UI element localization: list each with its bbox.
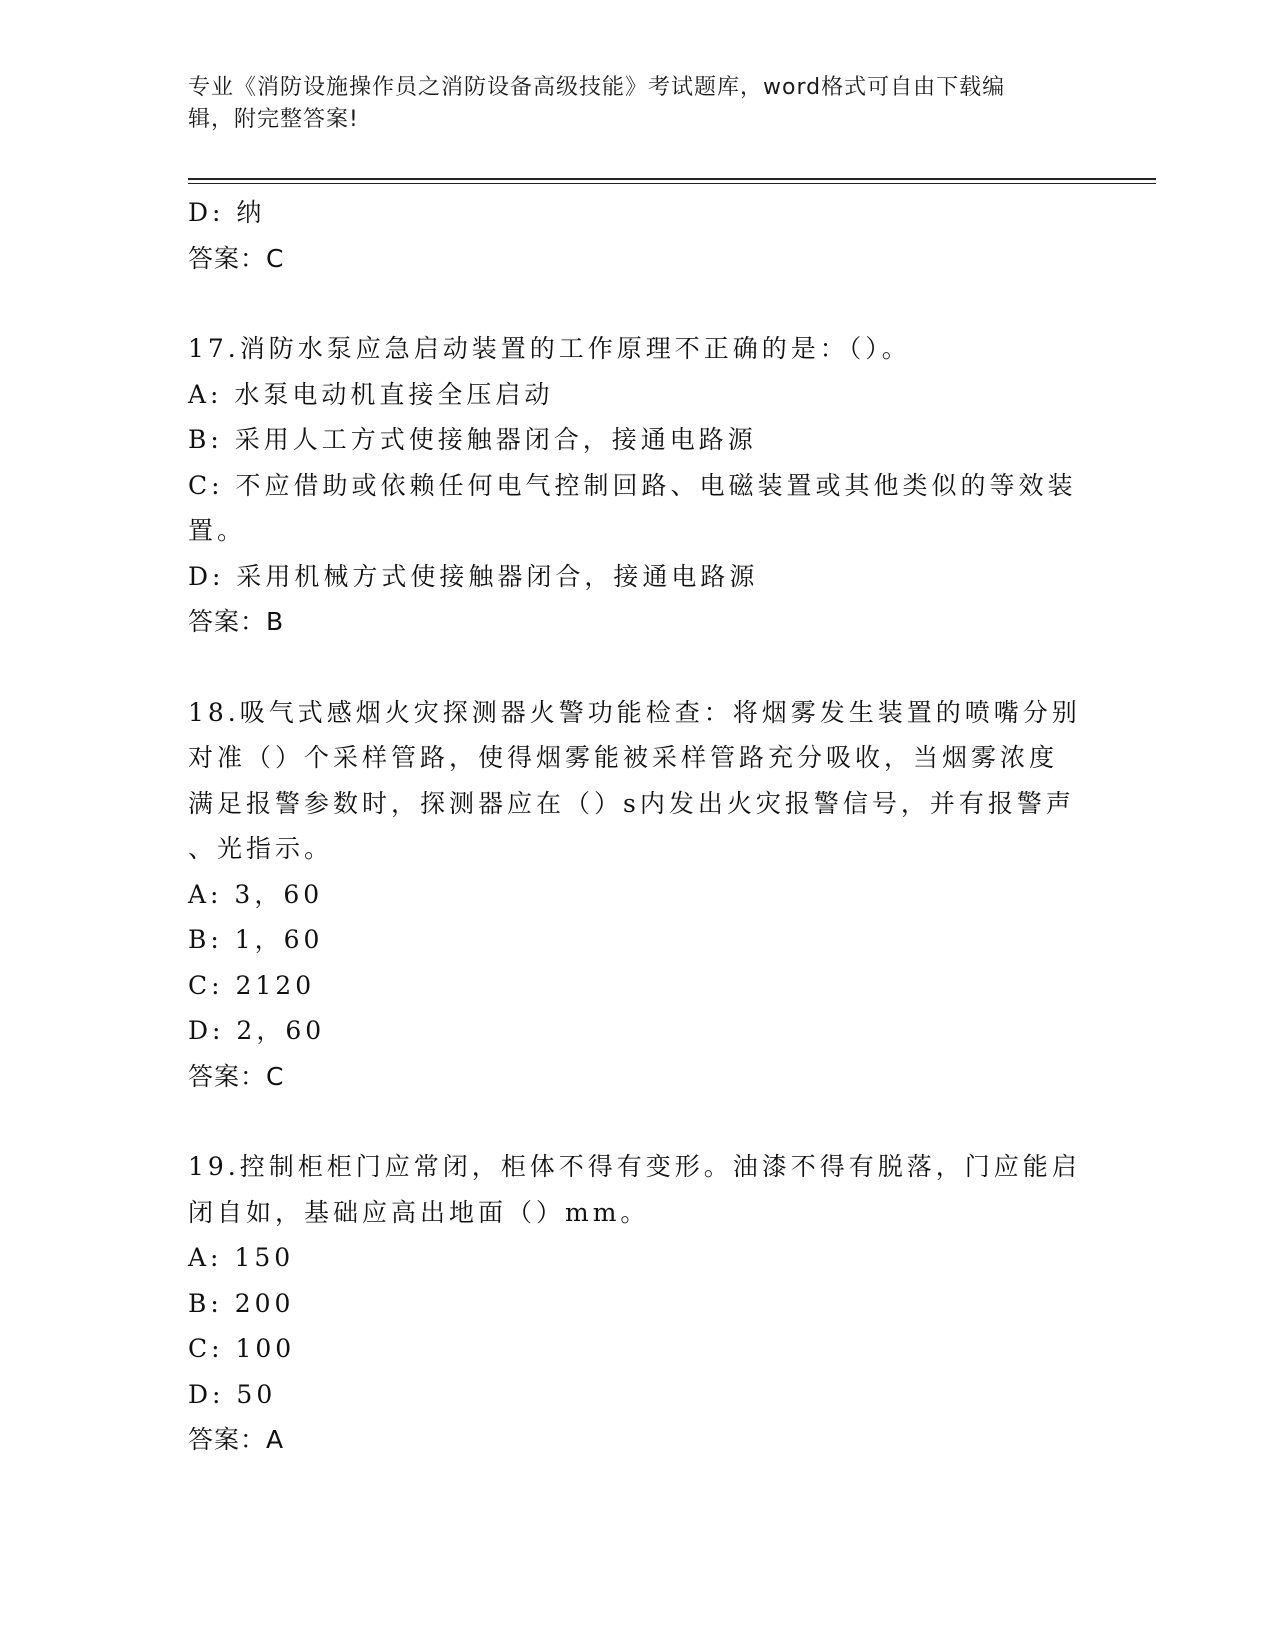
option-c: C: 100 — [188, 1334, 296, 1363]
question-stem: 19.控制柜柜门应常闭，柜体不得有变形。油漆不得有脱落，门应能启 — [188, 1152, 1081, 1181]
question-stem: 18.吸气式感烟火灾探测器火警功能检查：将烟雾发生装置的喷嘴分别 — [188, 697, 1081, 727]
question-content — [188, 190, 1088, 1463]
document-header — [188, 72, 1068, 136]
option-d: D: 2，60 — [188, 1016, 326, 1045]
option-c: C: 2120 — [188, 970, 316, 1000]
header-line-2: 辑，附完整答案! — [188, 107, 359, 132]
option-c: C: 不应借助或依赖任何电气控制回路、电磁装置或其他类似的等效装 — [188, 470, 1077, 500]
option-d-carry: D: 纳 — [188, 198, 266, 227]
question-stem-cont: 满足报警参数时，探测器应在（）s内发出火灾报警信号，并有报警声 — [188, 788, 1075, 818]
question-stem-cont: 、光指示。 — [188, 834, 334, 863]
option-d: D: 50 — [188, 1379, 277, 1409]
option-a: A: 3，60 — [188, 879, 324, 909]
answer: 答案：A — [188, 1425, 285, 1454]
option-b: B: 采用人工方式使接触器闭合，接通电路源 — [188, 425, 757, 454]
header-rule-thin — [188, 183, 1156, 184]
option-a: A: 150 — [188, 1243, 295, 1272]
option-a: A: 水泵电动机直接全压启动 — [188, 379, 554, 409]
option-b: B: 1，60 — [188, 925, 324, 954]
header-rule-thick — [188, 178, 1156, 180]
answer: 答案：C — [188, 1061, 285, 1091]
header-line-1: 专业《消防设施操作员之消防设备高级技能》考试题库，word格式可自由下载编 — [188, 75, 1006, 100]
question-18 — [188, 690, 1088, 1100]
answer: 答案：B — [188, 607, 285, 636]
answer-carry: 答案：C — [188, 243, 285, 273]
spacer — [188, 645, 1088, 690]
question-19 — [188, 1144, 1088, 1463]
question-17 — [188, 326, 1088, 645]
question-stem: 17.消防水泵应急启动装置的工作原理不正确的是：（）。 — [188, 334, 911, 363]
option-c-cont: 置。 — [188, 516, 247, 545]
question-stem-cont: 闭自如，基础应高出地面（）mm。 — [188, 1197, 650, 1227]
spacer — [188, 1099, 1088, 1144]
question-stem-cont: 对准（）个采样管路，使得烟雾能被采样管路充分吸收，当烟雾浓度 — [188, 743, 1059, 772]
spacer — [188, 281, 1088, 326]
option-d: D: 采用机械方式使接触器闭合，接通电路源 — [188, 561, 759, 591]
option-b: B: 200 — [188, 1288, 295, 1318]
